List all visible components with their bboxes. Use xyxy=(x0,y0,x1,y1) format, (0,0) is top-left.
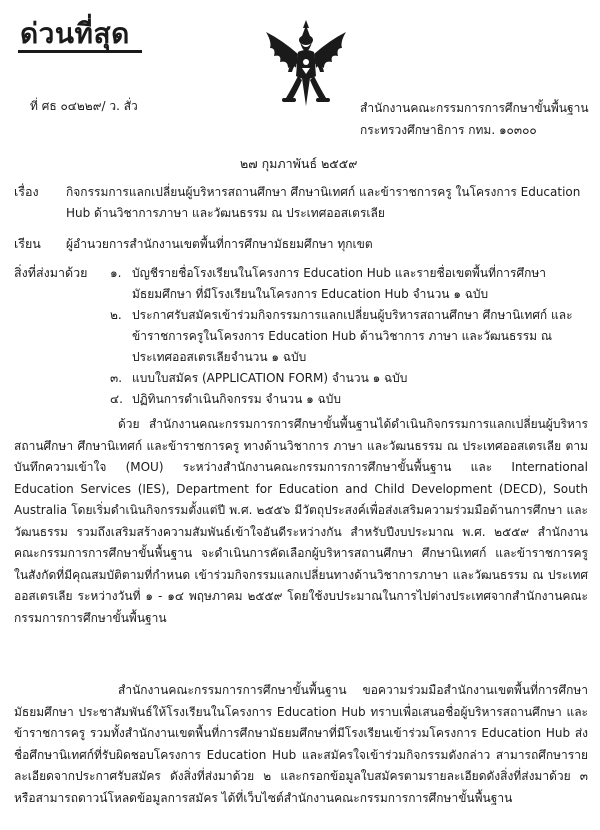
salutation-label: เรียน xyxy=(14,236,41,251)
body-paragraph-2: สำนักงานคณะกรรมการการศึกษาขั้นพื้นฐาน ขอความร่วมมือสำนักงานเขตพื้นที่การศึกษามัธยมศึกษา ประชาสัมพันธ์ให้โรงเรียนในโครงการ Education Hub ทราบเพื่อเสนอชื่อผู้บริหารสถานศึกษา และข้าราชการครู รวมทั้งสำนักงานเขตพื้นที่การศึกษามัธยมศึกษาที่มีโรงเรียนเข้าร่วมโครงการ Education Hub ส่งชื่อศึกษานิเทศก์ที่รับผิดชอบโครงการ Education Hub และสมัครใจเข้าร่วมกิจกรรมดังกล่าว สามารถศึกษารายละเอียดจากประกาศรับสมัคร ดังสิ่งที่ส่งมาด้วย ๒ และกรอกข้อมูลใบสมัครตามรายละเอียดดังสิ่งที่ส่งมาด้วย ๓ หรือสามารถดาวน์โหลดข้อมูลการสมัคร ได้ที่เว็บไซต์สำนักงานคณะกรรมการการศึกษาขั้นพื้นฐาน xyxy=(14,683,588,805)
enclosure-text: บัญชีรายชื่อโรงเรียนในโครงการ Education Hub และรายชื่อเขตพื้นที่การศึกษามัธยมศึกษา ที่มีโรงเรียนในโครงการ Education Hub จำนวน ๑ ฉบับ xyxy=(132,266,547,301)
enclosure-text: แบบใบสมัคร (APPLICATION FORM) จำนวน ๑ ฉบับ xyxy=(132,371,408,385)
enclosure-number: ๑. xyxy=(110,266,122,280)
organization-name: สำนักงานคณะกรรมการการศึกษาขั้นพื้นฐาน xyxy=(360,101,589,115)
issuing-organization xyxy=(360,97,589,141)
letter-date: ๒๗ กุมภาพันธ์ ๒๕๕๙ xyxy=(240,156,358,171)
enclosure-item xyxy=(110,368,588,389)
enclosure-item xyxy=(110,305,588,368)
subject-text: กิจกรรมการแลกเปลี่ยนผู้บริหารสถานศึกษา ศึกษานิเทศก์ และข้าราชการครู ในโครงการ Education Hub ด้านวิชาการภาษา และวัฒนธรรม ณ ประเทศออสเตรเลีย xyxy=(66,185,581,220)
urgent-underline xyxy=(18,50,142,53)
enclosure-item xyxy=(110,263,588,305)
garuda-emblem-icon xyxy=(262,18,350,110)
enclosure-text: ประกาศรับสมัครเข้าร่วมกิจกรรมการแลกเปลี่ยนผู้บริหารสถานศึกษา ศึกษานิเทศก์ และข้าราชการครูในโครงการ Education Hub ด้านวิชาการ ภาษา และวัฒนธรรม ณ ประเทศออสเตรเลียจำนวน ๑ ฉบับ xyxy=(132,308,573,364)
enclosure-number: ๔. xyxy=(110,392,123,406)
enclosures-list xyxy=(110,263,588,410)
body-paragraph-1: ด้วย สำนักงานคณะกรรมการการศึกษาขั้นพื้นฐานได้ดำเนินกิจกรรมการแลกเปลี่ยนผู้บริหารสถานศึกษา ศึกษานิเทศก์ และข้าราชการครู ทางด้านวิชาการ ภาษา และวัฒนธรรม ณ ประเทศออสเตรเลีย ตามบันทึกความเข้าใจ (MOU) ระหว่างสำนักงานคณะกรรมการการศึกษาขั้นพื้นฐาน และ International Education Services (IES), Department for Education and Child Development (DECD), South Australia โดยเริ่มดำเนินกิจกรรมตั้งแต่ปี พ.ศ. ๒๕๕๖ มีวัตถุประสงค์เพื่อส่งเสริมความร่วมมือด้านการศึกษา และวัฒนธรรม รวมถึงเสริมสร้างความสัมพันธ์เข้าใจอันดีระหว่างกัน สำหรับปีงบประมาณ พ.ศ. ๒๕๕๙ สำนักงานคณะกรรมการการศึกษาขั้นพื้นฐาน จะดำเนินการคัดเลือกผู้บริหารสถานศึกษา ศึกษานิเทศก์ และข้าราชการครู ในสังกัดที่มีคุณสมบัติตามที่กำหนด เข้าร่วมกิจกรรมแลกเปลี่ยนทางด้านวิชาการภาษา และวัฒนธรรม ณ ประเทศออสเตรเลีย ระหว่างวันที่ ๑ - ๑๔ พฤษภาคม ๒๕๕๙ โดยใช้งบประมาณในการไปต่างประเทศจากสำนักงานคณะกรรมการการศึกษาขั้นพื้นฐาน xyxy=(14,417,588,625)
organization-address: กระทรวงศึกษาธิการ กทม. ๑๐๓๐๐ xyxy=(360,123,537,137)
salutation-text: ผู้อำนวยการสำนักงานเขตพื้นที่การศึกษามัธยมศึกษา ทุกเขต xyxy=(66,237,373,251)
urgent-heading: ด่วนที่สุด xyxy=(20,17,130,50)
enclosure-text: ปฏิทินการดำเนินกิจกรรม จำนวน ๑ ฉบับ xyxy=(132,392,342,406)
enclosure-item xyxy=(110,389,588,410)
enclosure-number: ๓. xyxy=(110,371,123,385)
enclosures-label: สิ่งที่ส่งมาด้วย xyxy=(14,265,88,280)
document-reference-number: ที่ ศธ ๐๔๒๒๙/ ว. สั่ว xyxy=(30,99,138,113)
subject-label: เรื่อง xyxy=(14,184,39,199)
enclosure-number: ๒. xyxy=(110,308,122,322)
